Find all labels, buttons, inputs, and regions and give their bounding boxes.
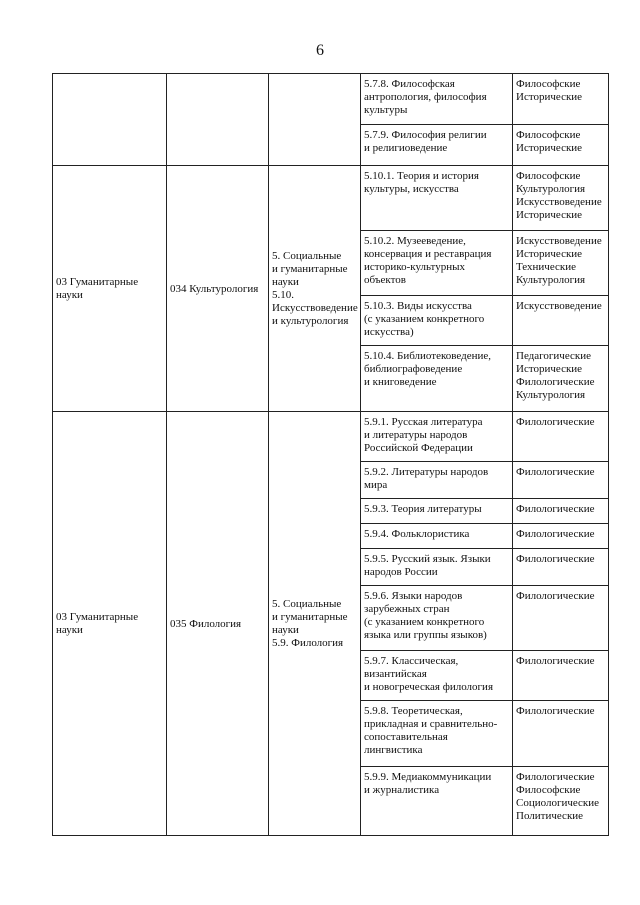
table-row (53, 166, 609, 231)
spec-cell: 5.9.9. Медиакоммуникации и журналистика (361, 767, 513, 836)
group-cell-empty (269, 74, 361, 166)
sciences-cell: Искусствоведение (513, 296, 609, 346)
direction-cell-empty (167, 74, 269, 166)
spec-cell: 5.7.9. Философия религии и религиоведение (361, 125, 513, 166)
direction-cell: 035 Филология (167, 412, 269, 836)
area-cell: 03 Гуманитарные науки (53, 412, 167, 836)
sciences-cell: Философские Исторические (513, 125, 609, 166)
spec-cell: 5.9.7. Классическая, византийская и новогреческая филология (361, 651, 513, 701)
sciences-cell: Филологические (513, 462, 609, 499)
spec-cell: 5.10.2. Музееведение, консервация и реставрация историко-культурных объектов (361, 231, 513, 296)
sciences-cell: Философские Культурология Искусствоведение Исторические (513, 166, 609, 231)
sciences-cell: Филологические (513, 549, 609, 586)
spec-cell: 5.10.3. Виды искусства (с указанием конкретного искусства) (361, 296, 513, 346)
sciences-cell: Филологические (513, 701, 609, 767)
sciences-cell: Педагогические Исторические Филологические Культурология (513, 346, 609, 412)
direction-cell: 034 Культурология (167, 166, 269, 412)
area-cell-empty (53, 74, 167, 166)
group-cell: 5. Социальные и гуманитарные науки 5.9. Филология (269, 412, 361, 836)
spec-cell: 5.10.4. Библиотековедение, библиографоведение и книговедение (361, 346, 513, 412)
sciences-cell: Филологические (513, 524, 609, 549)
spec-cell: 5.9.2. Литературы народов мира (361, 462, 513, 499)
spec-cell: 5.9.4. Фольклористика (361, 524, 513, 549)
sciences-cell: Философские Исторические (513, 74, 609, 125)
sciences-cell: Филологические (513, 651, 609, 701)
sciences-cell: Филологические (513, 499, 609, 524)
spec-cell: 5.9.5. Русский язык. Языки народов России (361, 549, 513, 586)
page-number: 6 (316, 42, 324, 59)
sciences-cell: Филологические (513, 586, 609, 651)
area-cell: 03 Гуманитарные науки (53, 166, 167, 412)
spec-cell: 5.7.8. Философская антропология, философия культуры (361, 74, 513, 125)
table-row (53, 74, 609, 125)
specialties-table (52, 73, 609, 836)
sciences-cell: Филологические (513, 412, 609, 462)
spec-cell: 5.9.6. Языки народов зарубежных стран (с указанием конкретного языка или группы языков) (361, 586, 513, 651)
sciences-cell: Филологические Философские Социологические Политические (513, 767, 609, 836)
table-row (53, 412, 609, 462)
group-cell: 5. Социальные и гуманитарные науки 5.10. Искусствоведение и культурология (269, 166, 361, 412)
spec-cell: 5.10.1. Теория и история культуры, искусства (361, 166, 513, 231)
sciences-cell: Искусствоведение Исторические Технические Культурология (513, 231, 609, 296)
spec-cell: 5.9.3. Теория литературы (361, 499, 513, 524)
spec-cell: 5.9.1. Русская литература и литературы народов Российской Федерации (361, 412, 513, 462)
spec-cell: 5.9.8. Теоретическая, прикладная и сравнительно- сопоставительная лингвистика (361, 701, 513, 767)
